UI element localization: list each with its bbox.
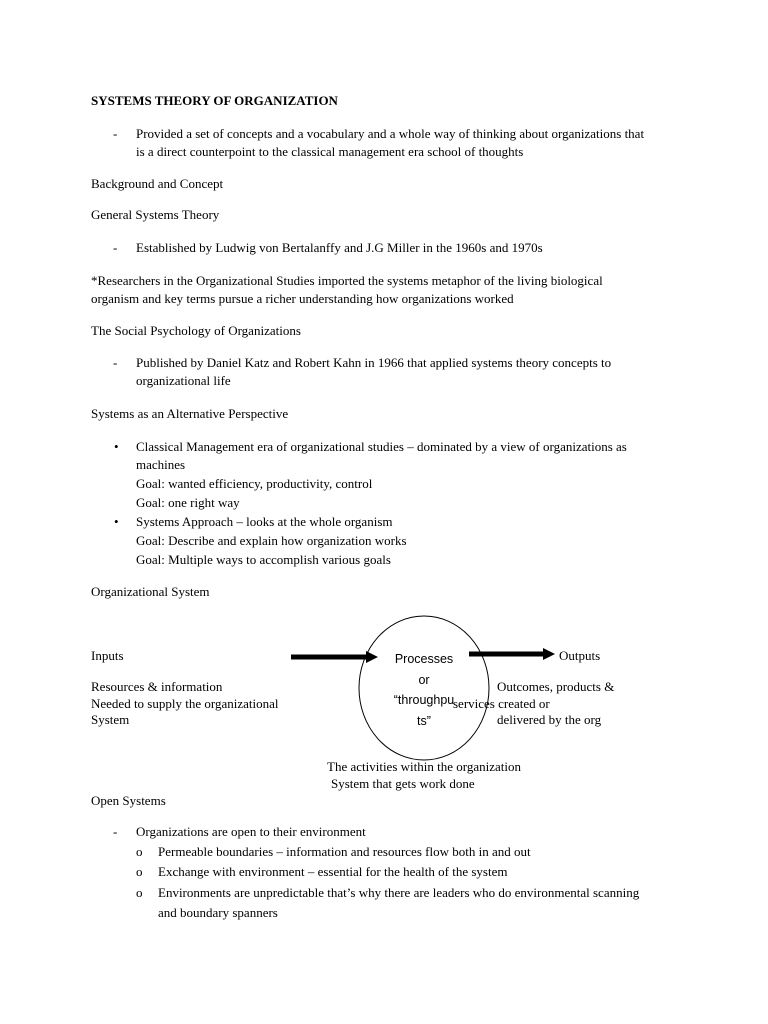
outputs-desc-3: delivered by the org xyxy=(497,712,602,727)
diagram-caption-1: The activities within the organization xyxy=(327,759,521,774)
open-systems-sub-3-line-1: Environments are unpredictable that’s why there are leaders who do environmental scanning xyxy=(158,885,640,900)
open-systems-heading: Open Systems xyxy=(91,793,166,808)
gst-item: Established by Ludwig von Bertalanffy and J.G Miller in the 1960s and 1970s xyxy=(136,240,543,255)
inputs-desc-2: Needed to supply the organizational xyxy=(91,696,279,711)
alt-perspective-heading: Systems as an Alternative Perspective xyxy=(91,406,289,421)
diagram-caption-2: System that gets work done xyxy=(331,776,475,791)
bullet-marker: • xyxy=(114,514,119,529)
sub-marker: o xyxy=(136,844,143,859)
inputs-desc-1: Resources & information xyxy=(91,679,223,694)
alt-b2-line-1: Systems Approach – looks at the whole organism xyxy=(136,514,393,529)
open-systems-item: Organizations are open to their environment xyxy=(136,824,366,839)
list-marker: - xyxy=(113,355,118,370)
researchers-line-1: *Researchers in the Organizational Studies imported the systems metaphor of the living biological xyxy=(91,273,603,288)
open-systems-sub-3-line-2: and boundary spanners xyxy=(158,905,278,920)
intro-line-2: is a direct counterpoint to the classical management era school of thoughts xyxy=(136,144,524,159)
page-title: SYSTEMS THEORY OF ORGANIZATION xyxy=(91,93,338,108)
open-systems-sub-1: Permeable boundaries – information and resources flow both in and out xyxy=(158,844,531,859)
alt-b1-goal-1: Goal: wanted efficiency, productivity, control xyxy=(136,476,373,491)
list-marker: - xyxy=(113,824,118,839)
sub-marker: o xyxy=(136,885,143,900)
alt-b1-line-1: Classical Management era of organizational studies – dominated by a view of organizations as xyxy=(136,439,627,454)
alt-b2-goal-2: Goal: Multiple ways to accomplish various goals xyxy=(136,552,391,567)
process-label-3: “throughpu xyxy=(393,693,455,707)
social-psych-line-2: organizational life xyxy=(136,373,231,388)
list-marker: - xyxy=(113,240,118,255)
sub-marker: o xyxy=(136,864,143,879)
gst-heading: General Systems Theory xyxy=(91,207,220,222)
outputs-desc-2: services created or xyxy=(453,696,550,711)
researchers-line-2: organism and key terms pursue a richer understanding how organizations worked xyxy=(91,291,514,306)
alt-b2-goal-1: Goal: Describe and explain how organization works xyxy=(136,533,407,548)
background-heading: Background and Concept xyxy=(91,176,224,191)
list-marker: - xyxy=(113,126,118,141)
intro-line-1: Provided a set of concepts and a vocabulary and a whole way of thinking about organizations that xyxy=(136,126,645,141)
social-psych-heading: The Social Psychology of Organizations xyxy=(91,323,301,338)
social-psych-line-1: Published by Daniel Katz and Robert Kahn in 1966 that applied systems theory concepts to xyxy=(136,355,612,370)
process-label-4: ts” xyxy=(417,714,431,728)
output-arrow-head xyxy=(543,648,555,660)
process-label-2: or xyxy=(418,673,430,687)
inputs-label: Inputs xyxy=(91,648,124,663)
alt-b1-line-2: machines xyxy=(136,457,186,472)
inputs-desc-3: System xyxy=(91,712,130,727)
bullet-marker: • xyxy=(114,439,119,454)
outputs-desc-1: Outcomes, products & xyxy=(497,679,615,694)
alt-b1-goal-2: Goal: one right way xyxy=(136,495,240,510)
outputs-label: Outputs xyxy=(559,648,601,663)
process-label-1: Processes xyxy=(394,652,454,666)
open-systems-sub-2: Exchange with environment – essential for the health of the system xyxy=(158,864,508,879)
org-system-heading: Organizational System xyxy=(91,584,210,599)
